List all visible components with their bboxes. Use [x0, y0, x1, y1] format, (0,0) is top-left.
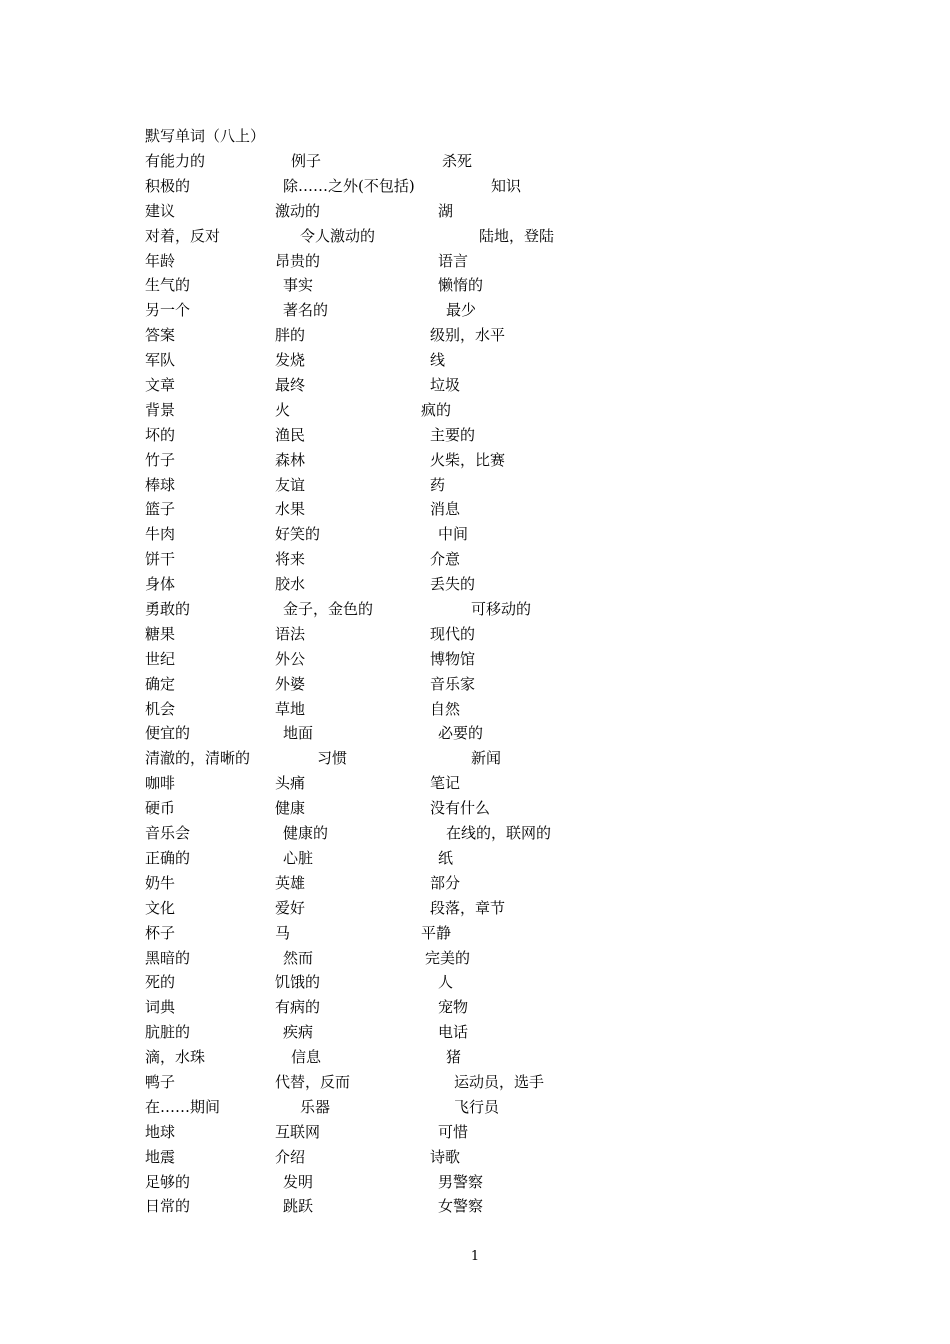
word-cell: 军队: [145, 351, 176, 370]
word-cell: 语言: [438, 251, 469, 270]
word-cell: 丢失的: [430, 575, 476, 594]
word-cell: 最终: [275, 376, 306, 395]
word-cell: 例子: [291, 152, 322, 170]
word-cell: 电话: [438, 1023, 469, 1042]
word-row: [145, 921, 665, 946]
word-cell: 火柴，比赛: [430, 450, 506, 469]
word-row: [145, 547, 665, 572]
word-row: [145, 697, 665, 722]
word-cell: 女警察: [438, 1197, 484, 1216]
word-cell: 纸: [438, 848, 454, 867]
word-cell: 爱好: [275, 898, 306, 917]
word-cell: 可移动的: [471, 600, 532, 619]
word-cell: 必要的: [438, 724, 484, 743]
word-cell: 清澈的，清晰的: [145, 749, 251, 768]
word-row: [145, 746, 665, 771]
word-row: [145, 647, 665, 672]
word-cell: 马: [275, 923, 291, 942]
word-cell: 健康的: [283, 824, 329, 843]
word-row: [145, 672, 665, 697]
word-cell: 有病的: [275, 998, 321, 1017]
word-cell: 饥饿的: [275, 973, 321, 992]
document-title: 默写单词（八上）: [145, 127, 266, 145]
word-cell: 药: [430, 475, 446, 494]
word-cell: 现代的: [430, 624, 476, 643]
word-cell: 背景: [145, 400, 176, 419]
word-cell: 湖: [438, 201, 454, 220]
word-cell: 胖的: [275, 326, 306, 345]
word-row: [145, 522, 665, 547]
word-cell: 疯的: [421, 400, 452, 419]
word-cell: 文化: [145, 898, 176, 917]
word-cell: 发明: [283, 1172, 314, 1191]
word-row: [145, 473, 665, 498]
word-cell: 世纪: [145, 649, 176, 668]
word-cell: 答案: [145, 326, 176, 345]
word-row: [145, 174, 665, 199]
word-cell: 鸭子: [145, 1072, 176, 1091]
word-row: [145, 448, 665, 473]
word-cell: 杀死: [442, 152, 473, 170]
word-cell: 博物馆: [430, 649, 476, 668]
word-cell: 生气的: [145, 276, 191, 295]
word-cell: 草地: [275, 699, 306, 718]
word-cell: 身体: [145, 575, 176, 594]
word-row: [145, 821, 665, 846]
word-cell: 除……之外(不包括): [283, 176, 415, 195]
word-cell: 懒惰的: [438, 276, 484, 295]
word-cell: 宠物: [438, 998, 469, 1017]
word-cell: 积极的: [145, 176, 191, 195]
word-cell: 介绍: [275, 1147, 306, 1166]
word-cell: 自然: [430, 699, 461, 718]
word-cell: 胶水: [275, 575, 306, 594]
word-cell: 友谊: [275, 475, 306, 494]
word-cell: 习惯: [317, 749, 348, 768]
word-row: [145, 946, 665, 971]
word-cell: 建议: [145, 201, 176, 220]
word-cell: 地面: [283, 724, 314, 743]
word-cell: 昂贵的: [275, 251, 321, 270]
word-row: [145, 622, 665, 647]
word-row: [145, 199, 665, 224]
word-cell: 确定: [145, 674, 176, 693]
word-row: [145, 273, 665, 298]
word-row: [145, 721, 665, 746]
word-cell: 没有什么: [430, 799, 491, 818]
word-cell: 好笑的: [275, 525, 321, 544]
word-cell: 音乐会: [145, 824, 191, 843]
word-cell: 跳跃: [283, 1197, 314, 1216]
word-row: [145, 224, 665, 249]
word-row: [145, 1170, 665, 1195]
word-row: [145, 970, 665, 995]
word-cell: 最少: [446, 301, 477, 320]
word-cell: 奶牛: [145, 873, 176, 892]
word-cell: 篮子: [145, 500, 176, 519]
word-cell: 日常的: [145, 1197, 191, 1216]
word-cell: 平静: [421, 923, 452, 942]
word-cell: 然而: [283, 948, 314, 967]
word-row: [145, 398, 665, 423]
word-cell: 人: [438, 973, 454, 992]
word-cell: 飞行员: [454, 1097, 500, 1116]
word-cell: 代替，反而: [275, 1072, 351, 1091]
word-cell: 著名的: [283, 301, 329, 320]
word-cell: 部分: [430, 873, 461, 892]
word-cell: 滴，水珠: [145, 1048, 206, 1067]
word-cell: 新闻: [471, 749, 502, 768]
word-cell: 发烧: [275, 351, 306, 370]
word-row: [145, 149, 665, 174]
word-row: [145, 871, 665, 896]
word-row: [145, 995, 665, 1020]
word-cell: 年龄: [145, 251, 176, 270]
word-cell: 地震: [145, 1147, 176, 1166]
word-cell: 信息: [291, 1048, 322, 1067]
word-row: [145, 1020, 665, 1045]
word-cell: 勇敢的: [145, 600, 191, 619]
word-cell: 陆地，登陆: [479, 226, 555, 245]
word-cell: 将来: [275, 550, 306, 569]
word-cell: 在……期间: [145, 1097, 221, 1116]
word-cell: 水果: [275, 500, 306, 519]
word-row: [145, 373, 665, 398]
word-cell: 火: [275, 400, 291, 419]
word-cell: 激动的: [275, 201, 321, 220]
word-cell: 黑暗的: [145, 948, 191, 967]
word-cell: 互联网: [275, 1122, 321, 1141]
word-row: [145, 423, 665, 448]
word-cell: 便宜的: [145, 724, 191, 743]
word-row: [145, 1045, 665, 1070]
word-cell: 肮脏的: [145, 1023, 191, 1042]
word-cell: 诗歌: [430, 1147, 461, 1166]
word-cell: 完美的: [425, 948, 471, 967]
word-cell: 运动员，选手: [454, 1072, 545, 1091]
word-row: [145, 497, 665, 522]
word-cell: 死的: [145, 973, 176, 992]
word-cell: 金子，金色的: [283, 600, 374, 619]
word-cell: 饼干: [145, 550, 176, 569]
word-cell: 坏的: [145, 425, 176, 444]
word-cell: 消息: [430, 500, 461, 519]
word-row: [145, 597, 665, 622]
word-cell: 垃圾: [430, 376, 461, 395]
word-row: [145, 796, 665, 821]
word-cell: 杯子: [145, 923, 176, 942]
word-row: [145, 298, 665, 323]
word-row: [145, 249, 665, 274]
word-cell: 糖果: [145, 624, 176, 643]
word-cell: 可惜: [438, 1122, 469, 1141]
word-cell: 线: [430, 351, 446, 370]
word-list: [145, 149, 665, 1219]
word-row: [145, 771, 665, 796]
word-cell: 竹子: [145, 450, 176, 469]
word-cell: 在线的，联网的: [446, 824, 552, 843]
word-cell: 外公: [275, 649, 306, 668]
word-cell: 事实: [283, 276, 314, 295]
word-cell: 足够的: [145, 1172, 191, 1191]
word-cell: 音乐家: [430, 674, 476, 693]
word-cell: 语法: [275, 624, 306, 643]
word-cell: 机会: [145, 699, 176, 718]
word-cell: 森林: [275, 450, 306, 469]
word-cell: 文章: [145, 376, 176, 395]
word-cell: 外婆: [275, 674, 306, 693]
word-row: [145, 1194, 665, 1219]
word-row: [145, 896, 665, 921]
word-row: [145, 348, 665, 373]
page-number: 1: [470, 1249, 480, 1264]
word-cell: 乐器: [300, 1097, 331, 1116]
word-cell: 主要的: [430, 425, 476, 444]
word-cell: 正确的: [145, 848, 191, 867]
word-cell: 中间: [438, 525, 469, 544]
word-cell: 咖啡: [145, 774, 176, 793]
word-row: [145, 1145, 665, 1170]
word-row: [145, 572, 665, 597]
word-cell: 心脏: [283, 848, 314, 867]
word-cell: 牛肉: [145, 525, 176, 544]
word-cell: 硬币: [145, 799, 176, 818]
word-cell: 有能力的: [145, 152, 206, 170]
word-cell: 另一个: [145, 301, 191, 320]
word-cell: 健康: [275, 799, 306, 818]
word-row: [145, 1070, 665, 1095]
word-cell: 介意: [430, 550, 461, 569]
word-cell: 对着，反对: [145, 226, 221, 245]
word-cell: 地球: [145, 1122, 176, 1141]
word-cell: 级别，水平: [430, 326, 506, 345]
word-cell: 英雄: [275, 873, 306, 892]
word-cell: 词典: [145, 998, 176, 1017]
word-cell: 男警察: [438, 1172, 484, 1191]
word-cell: 疾病: [283, 1023, 314, 1042]
word-cell: 头痛: [275, 774, 306, 793]
word-cell: 知识: [491, 176, 522, 195]
word-row: [145, 846, 665, 871]
word-cell: 笔记: [430, 774, 461, 793]
word-row: [145, 1120, 665, 1145]
word-cell: 棒球: [145, 475, 176, 494]
word-cell: 渔民: [275, 425, 306, 444]
word-cell: 段落，章节: [430, 898, 506, 917]
word-cell: 猪: [446, 1048, 462, 1067]
word-row: [145, 1095, 665, 1120]
word-row: [145, 323, 665, 348]
word-cell: 令人激动的: [300, 226, 376, 245]
